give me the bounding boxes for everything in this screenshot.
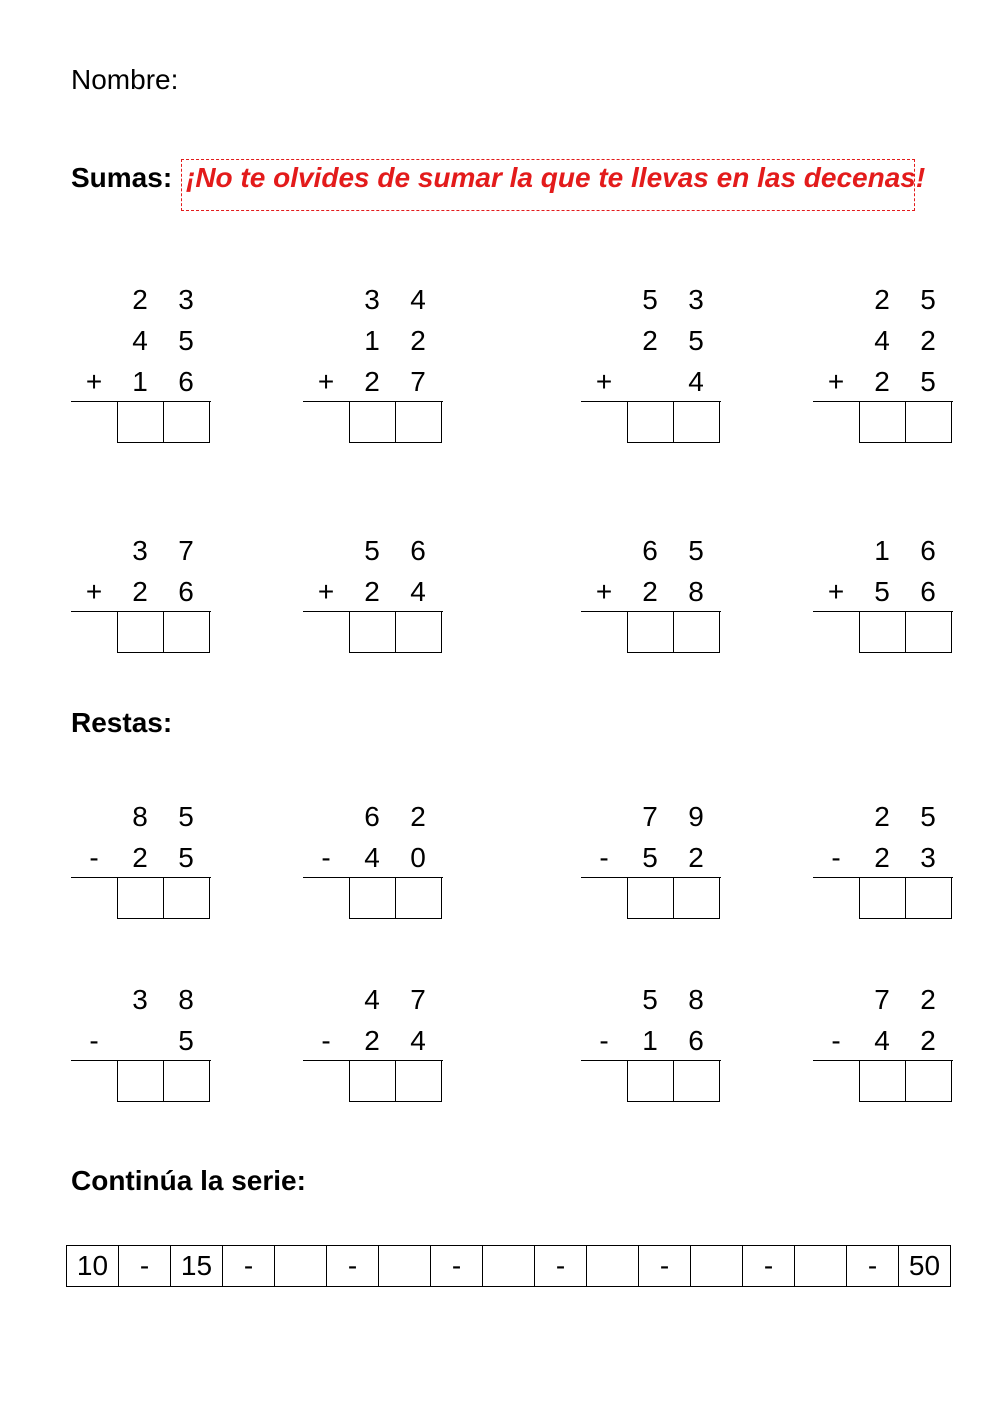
series-blank-cell[interactable] [587,1246,639,1287]
answer-box-divider [163,878,164,918]
answer-box-divider [395,1061,396,1101]
answer-box-divider [905,878,906,918]
units-digit: 8 [688,984,704,1015]
units-digit: 6 [178,366,194,397]
units-digit: 6 [178,576,194,607]
operator-sign: + [827,576,845,607]
operator-sign: - [599,842,609,873]
name-label: Nombre: [71,64,179,95]
suma-problem [303,537,483,707]
tens-digit: 5 [642,284,658,315]
operator-sign: + [85,576,103,607]
suma-problem [303,286,483,456]
tens-digit: 3 [132,984,148,1015]
units-digit: 2 [410,801,426,832]
answer-box-divider [673,402,674,442]
answer-box-divider [395,878,396,918]
answer-box-divider [905,1061,906,1101]
operator-sign: + [827,366,845,397]
tens-digit: 4 [874,325,890,356]
series-blank-cell[interactable] [795,1246,847,1287]
answer-box-divider [905,402,906,442]
answer-box[interactable] [117,611,210,653]
series-separator: - [847,1246,899,1287]
series-separator: - [431,1246,483,1287]
units-digit: 2 [410,325,426,356]
sumas-title: Sumas: [71,162,173,193]
tens-digit: 2 [364,1025,380,1056]
units-digit: 0 [410,842,426,873]
operator-sign: - [831,842,841,873]
tens-digit: 2 [364,366,380,397]
answer-box-divider [905,612,906,652]
answer-box[interactable] [859,1060,952,1102]
tens-digit: 8 [132,801,148,832]
hint-text: ¡No te olvides de sumar la que te llevas en las decenas! [186,162,926,193]
tens-digit: 5 [874,576,890,607]
answer-box-divider [395,402,396,442]
series-separator: - [223,1246,275,1287]
answer-box[interactable] [859,877,952,919]
units-digit: 9 [688,801,704,832]
answer-box[interactable] [859,611,952,653]
operator-sign: - [321,1025,331,1056]
operator-sign: + [85,366,103,397]
series-blank-cell[interactable] [275,1246,327,1287]
series-blank-cell[interactable] [379,1246,431,1287]
answer-box-divider [163,402,164,442]
tens-digit: 4 [364,842,380,873]
series-number: 15 [171,1246,223,1287]
suma-problem [71,537,251,707]
units-digit: 2 [920,1025,936,1056]
answer-box[interactable] [349,401,442,443]
operator-sign: - [321,842,331,873]
tens-digit: 4 [364,984,380,1015]
tens-digit: 2 [132,842,148,873]
tens-digit: 2 [132,576,148,607]
series-row [67,1246,951,1287]
suma-problem [71,286,251,456]
tens-digit: 2 [874,801,890,832]
units-digit: 2 [688,842,704,873]
units-digit: 6 [920,576,936,607]
suma-problem [813,537,993,707]
series-number: 10 [67,1246,119,1287]
tens-digit: 7 [642,801,658,832]
series-number: 50 [899,1246,951,1287]
resta-problem [813,803,993,973]
answer-box[interactable] [627,877,720,919]
resta-problem [303,986,483,1156]
tens-digit: 2 [874,366,890,397]
tens-digit: 1 [364,325,380,356]
answer-box[interactable] [859,401,952,443]
operator-sign: + [317,576,335,607]
suma-problem [581,537,761,707]
units-digit: 5 [178,801,194,832]
answer-box[interactable] [117,877,210,919]
resta-problem [813,986,993,1156]
answer-box-divider [163,1061,164,1101]
series-separator: - [535,1246,587,1287]
answer-box[interactable] [349,1060,442,1102]
series-separator: - [743,1246,795,1287]
units-digit: 6 [688,1025,704,1056]
units-digit: 8 [178,984,194,1015]
units-digit: 4 [410,1025,426,1056]
units-digit: 3 [688,284,704,315]
units-digit: 2 [920,984,936,1015]
series-separator: - [119,1246,171,1287]
operator-sign: - [599,1025,609,1056]
tens-digit: 2 [132,284,148,315]
units-digit: 3 [920,842,936,873]
units-digit: 4 [688,366,704,397]
tens-digit: 6 [364,801,380,832]
answer-box[interactable] [349,877,442,919]
answer-box[interactable] [117,401,210,443]
suma-problem [813,286,993,456]
operator-sign: - [831,1025,841,1056]
operator-sign: + [317,366,335,397]
units-digit: 6 [410,535,426,566]
units-digit: 7 [410,366,426,397]
units-digit: 7 [410,984,426,1015]
units-digit: 4 [410,576,426,607]
operator-sign: + [595,576,613,607]
answer-box-divider [673,612,674,652]
units-digit: 2 [920,325,936,356]
answer-box[interactable] [627,401,720,443]
operator-sign: - [89,1025,99,1056]
tens-digit: 1 [874,535,890,566]
tens-digit: 2 [874,842,890,873]
operator-sign: - [89,842,99,873]
units-digit: 3 [178,284,194,315]
tens-digit: 3 [132,535,148,566]
tens-digit: 2 [874,284,890,315]
units-digit: 5 [920,284,936,315]
units-digit: 5 [920,366,936,397]
resta-problem [71,803,251,973]
units-digit: 5 [178,325,194,356]
tens-digit: 4 [874,1025,890,1056]
tens-digit: 5 [642,984,658,1015]
resta-problem [71,986,251,1156]
units-digit: 5 [178,842,194,873]
answer-box-divider [163,612,164,652]
answer-box[interactable] [349,611,442,653]
tens-digit: 3 [364,284,380,315]
answer-box-divider [673,878,674,918]
tens-digit: 1 [642,1025,658,1056]
resta-problem [303,803,483,973]
units-digit: 8 [688,576,704,607]
series-table [66,1245,951,1287]
answer-box[interactable] [627,611,720,653]
series-blank-cell[interactable] [691,1246,743,1287]
tens-digit: 1 [132,366,148,397]
operator-sign: + [595,366,613,397]
series-blank-cell[interactable] [483,1246,535,1287]
tens-digit: 2 [642,576,658,607]
answer-box-divider [395,612,396,652]
units-digit: 5 [688,325,704,356]
series-separator: - [327,1246,379,1287]
tens-digit: 7 [874,984,890,1015]
tens-digit: 2 [642,325,658,356]
resta-problem [581,986,761,1156]
units-digit: 5 [178,1025,194,1056]
restas-title: Restas: [71,707,173,738]
tens-digit: 5 [642,842,658,873]
answer-box-divider [673,1061,674,1101]
tens-digit: 6 [642,535,658,566]
units-digit: 6 [920,535,936,566]
answer-box[interactable] [627,1060,720,1102]
units-digit: 4 [410,284,426,315]
resta-problem [581,803,761,973]
suma-problem [581,286,761,456]
answer-box[interactable] [117,1060,210,1102]
units-digit: 5 [688,535,704,566]
tens-digit: 4 [132,325,148,356]
serie-title: Continúa la serie: [71,1165,306,1196]
units-digit: 7 [178,535,194,566]
series-separator: - [639,1246,691,1287]
units-digit: 5 [920,801,936,832]
tens-digit: 2 [364,576,380,607]
tens-digit: 5 [364,535,380,566]
